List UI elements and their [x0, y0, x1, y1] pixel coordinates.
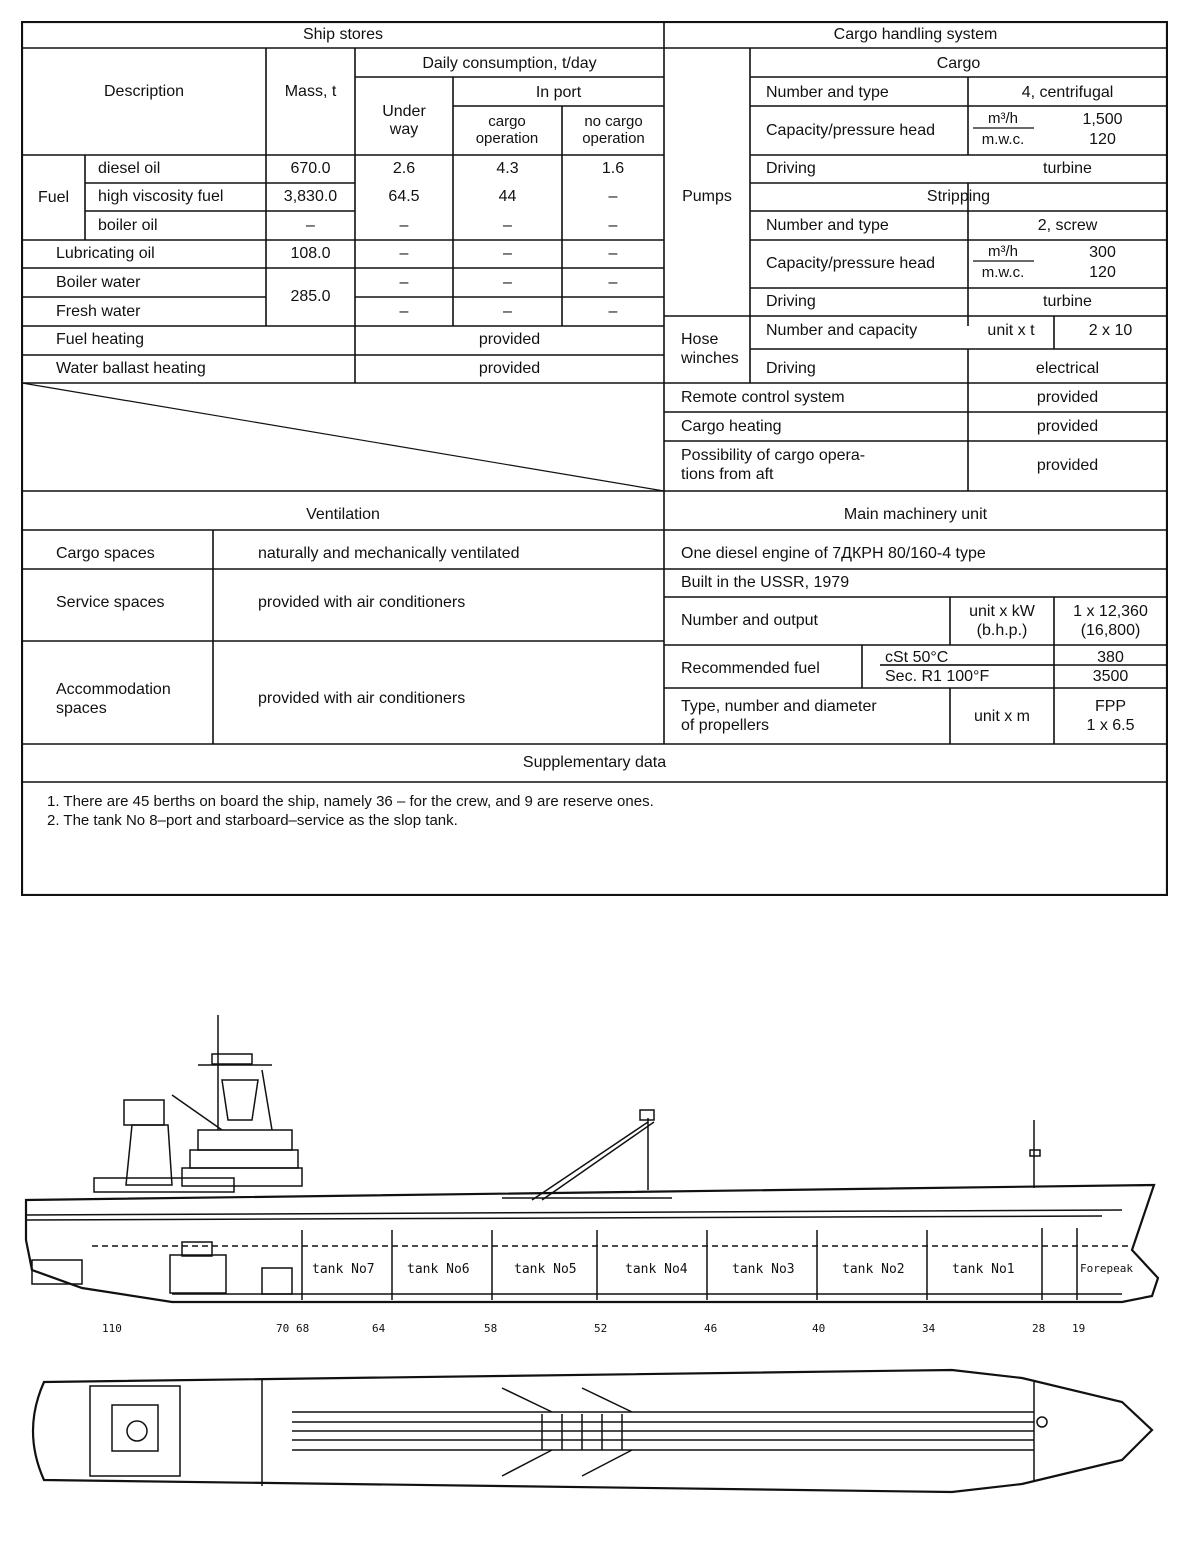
store-row-name: high viscosity fuel [98, 188, 224, 205]
frame-number: 34 [922, 1322, 936, 1335]
propeller-value-line1: FPP [1094, 698, 1127, 715]
store-cargo-op: – [503, 303, 512, 320]
frame-number: 28 [1032, 1322, 1046, 1335]
propeller-unit: unit x m [973, 708, 1030, 725]
store-underway: 64.5 [388, 188, 420, 205]
hose-unit: unit x t [987, 322, 1035, 339]
ship-profile-and-plan [22, 1010, 1167, 1550]
cargo-heating-label: Cargo heating [681, 418, 782, 435]
store-mass: 670.0 [290, 160, 331, 177]
store-no-cargo-op: – [608, 245, 618, 262]
frame-number: 52 [594, 1322, 608, 1335]
engine-built: Built in the USSR, 1979 [681, 574, 850, 591]
store-no-cargo-op: – [608, 303, 618, 320]
frame-number: 68 [296, 1322, 310, 1335]
vent-value: provided with air conditioners [258, 690, 466, 707]
fuel-heating-label: Fuel heating [56, 331, 145, 348]
propeller-label-line2: of propellers [681, 717, 770, 734]
store-no-cargo-op: – [608, 188, 618, 205]
specification-table [21, 21, 1168, 896]
store-underway: – [399, 303, 409, 320]
strip-num-type-value: 2, screw [1037, 217, 1098, 234]
supplementary-note: 1. There are 45 berths on board the ship, namely 36 – for the crew, and 9 are reserve ones. [47, 793, 654, 810]
output-value-line1: 1 x 12,360 [1073, 603, 1148, 620]
propeller-value-line2: 1 x 6.5 [1086, 717, 1135, 734]
hose-winches-label: Hose winches [681, 331, 739, 367]
cargo-heating-value: provided [1036, 418, 1099, 435]
unit-m3h: m³/h [988, 243, 1018, 260]
strip-driving-value: turbine [1043, 293, 1092, 310]
ship-drawings [22, 1010, 1167, 1555]
store-underway: – [399, 274, 409, 291]
cargo-capacity-label: Capacity/pressure head [766, 122, 935, 139]
strip-capacity-value: 300 [1089, 244, 1116, 261]
in-port-header: In port [535, 84, 582, 101]
tank-label: tank No4 [625, 1262, 688, 1277]
frame-number: 110 [102, 1322, 122, 1335]
tank-label: tank No3 [732, 1262, 795, 1277]
number-output-label: Number and output [681, 612, 818, 629]
pumps-label: Pumps [682, 188, 732, 205]
tank-label: tank No6 [407, 1262, 470, 1277]
vent-space: Service spaces [56, 594, 165, 611]
store-underway: 2.6 [392, 160, 416, 177]
hose-value: 2 x 10 [1088, 322, 1133, 339]
frame-number: 70 [276, 1322, 290, 1335]
ballast-heating-value: provided [478, 360, 541, 377]
daily-consumption-header: Daily consumption, t/day [422, 55, 597, 72]
store-no-cargo-op: – [608, 274, 618, 291]
store-no-cargo-op: – [608, 217, 618, 234]
machinery-title: Main machinery unit [843, 506, 988, 523]
remote-control-value: provided [1036, 389, 1099, 406]
hose-driving-label: Driving [766, 360, 816, 377]
supplementary-title: Supplementary data [522, 754, 667, 771]
frame-number: 40 [812, 1322, 826, 1335]
store-mass: 285.0 [290, 288, 331, 305]
cargo-num-type-value: 4, centrifugal [1021, 84, 1114, 101]
cargo-head-value: 120 [1089, 131, 1116, 148]
hose-driving-value: electrical [1035, 360, 1100, 377]
vent-value: naturally and mechanically ventilated [258, 545, 520, 562]
recommended-fuel-label: Recommended fuel [681, 660, 820, 677]
store-cargo-op: 4.3 [496, 160, 519, 177]
tank-label: tank No7 [312, 1262, 375, 1277]
ship-stores-title: Ship stores [302, 26, 384, 43]
ventilation-title: Ventilation [306, 506, 380, 523]
output-unit-line2: (b.h.p.) [976, 622, 1028, 639]
cargo-aft-value: provided [1036, 457, 1099, 474]
under-way-header: Under way [382, 103, 426, 138]
fuel-label: Fuel [37, 189, 70, 206]
tank-label: tank No5 [514, 1262, 577, 1277]
unit-mwc: m.w.c. [981, 264, 1025, 281]
stripping-subheader: Stripping [926, 188, 991, 205]
strip-num-type-label: Number and type [766, 217, 889, 234]
engine-description: One diesel engine of 7ДКРН 80/160-4 type [681, 545, 986, 562]
store-cargo-op: – [503, 217, 512, 234]
vent-value: provided with air conditioners [258, 594, 466, 611]
store-no-cargo-op: 1.6 [601, 160, 625, 177]
store-underway: – [399, 245, 409, 262]
store-row-name: boiler oil [98, 217, 158, 234]
tank-label: tank No2 [842, 1262, 905, 1277]
vent-space: Accommodation spaces [56, 681, 171, 717]
strip-capacity-label: Capacity/pressure head [766, 255, 935, 272]
output-value-line2: (16,800) [1080, 622, 1141, 639]
cargo-aft-label-line1: Possibility of cargo opera- [681, 447, 866, 464]
cargo-driving-label: Driving [766, 160, 816, 177]
cargo-handling-title: Cargo handling system [833, 26, 998, 43]
store-mass: 3,830.0 [283, 188, 338, 205]
store-row-name: Fresh water [56, 303, 141, 320]
fuel-cst-value: 380 [1097, 649, 1124, 666]
frame-number: 64 [372, 1322, 386, 1335]
tank-label: tank No1 [952, 1262, 1015, 1277]
description-header: Description [103, 83, 185, 100]
store-row-name: diesel oil [98, 160, 161, 177]
unit-m3h: m³/h [988, 110, 1018, 127]
ballast-heating-label: Water ballast heating [56, 360, 206, 377]
supplementary-note: 2. The tank No 8–port and starboard–service as the slop tank. [47, 812, 458, 829]
frame-number: 58 [484, 1322, 498, 1335]
fuel-heating-value: provided [478, 331, 541, 348]
strip-driving-label: Driving [766, 293, 816, 310]
frame-number: 46 [704, 1322, 718, 1335]
cargo-capacity-value: 1,500 [1082, 111, 1123, 128]
store-row-name: Boiler water [56, 274, 141, 291]
store-mass: – [306, 217, 315, 234]
strip-head-value: 120 [1089, 264, 1116, 281]
store-mass: 108.0 [290, 245, 331, 262]
propeller-label-line1: Type, number and diameter [681, 698, 877, 715]
store-cargo-op: 44 [498, 188, 517, 205]
hose-number-capacity-label: Number and capacity [766, 322, 918, 339]
vent-space: Cargo spaces [56, 545, 155, 562]
fuel-cst-label: cSt 50°C [885, 649, 949, 666]
remote-control-label: Remote control system [681, 389, 845, 406]
cargo-aft-label-line2: tions from aft [681, 466, 774, 483]
frame-number: 19 [1072, 1322, 1086, 1335]
no-cargo-operation-header: no cargo operation [582, 113, 645, 147]
output-unit-line1: unit x kW [969, 603, 1035, 620]
unit-mwc: m.w.c. [981, 131, 1025, 148]
fuel-sec-value: 3500 [1092, 668, 1129, 685]
store-cargo-op: – [503, 245, 512, 262]
store-row-name: Lubricating oil [56, 245, 155, 262]
store-underway: – [399, 217, 409, 234]
cargo-driving-value: turbine [1043, 160, 1092, 177]
mass-header: Mass, t [284, 83, 337, 100]
cargo-subheader: Cargo [936, 55, 981, 72]
cargo-num-type-label: Number and type [766, 84, 889, 101]
fuel-sec-label: Sec. R1 100°F [885, 668, 990, 685]
store-cargo-op: – [503, 274, 512, 291]
cargo-operation-header: cargo operation [475, 113, 539, 147]
tank-label: Forepeak [1080, 1262, 1133, 1275]
